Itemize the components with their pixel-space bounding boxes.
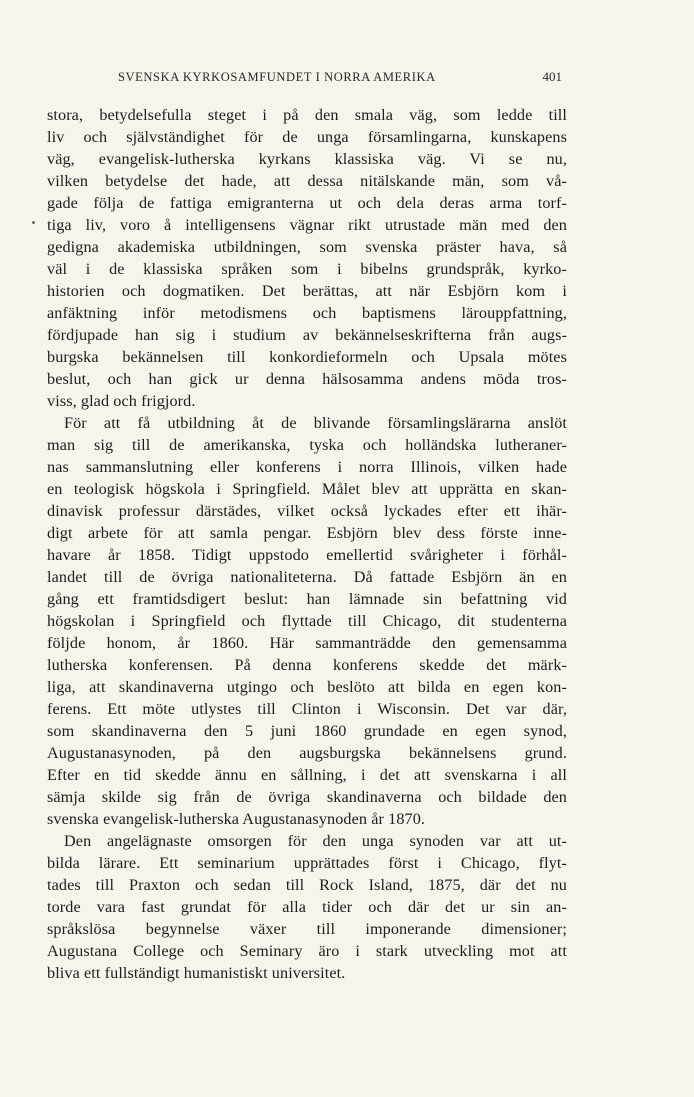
text-line: burgska bekännelsen till konkordieformeln och Upsala mötes [47, 348, 567, 366]
text-line: gade följa de fattiga emigranterna ut och dela deras arma torf- [47, 194, 567, 212]
text-line: gång ett framtidsdigert beslut: han lämnade sin befattning vid [47, 590, 567, 608]
text-line: vilken betydelse det hade, att dessa nitälskande män, som vå- [47, 172, 567, 190]
text-line: tades till Praxton och sedan till Rock Island, 1875, där det nu [47, 876, 567, 894]
text-line: anfäktning inför metodismens och baptismens lärouppfattning, [47, 304, 567, 322]
text-line: väg, evangelisk-lutherska kyrkans klassiska väg. Vi se nu, [47, 150, 567, 168]
text-line: som skandinaverna den 5 juni 1860 grundade en egen synod, [47, 722, 567, 740]
text-line: havare år 1858. Tidigt uppstodo emellertid svårigheter i förhål- [47, 546, 567, 564]
running-header: SVENSKA KYRKOSAMFUNDET I NORRA AMERIKA [118, 70, 436, 84]
text-line: Efter en tid skedde ännu en sållning, i det att svenskarna i all [47, 766, 567, 784]
text-line: en teologisk högskola i Springfield. Målet blev att upprätta en skan- [47, 480, 567, 498]
text-line: svenska evangelisk-lutherska Augustanasynoden år 1870. [47, 810, 426, 828]
text-line: tiga liv, voro å intelligensens vägnar rikt utrustade män med den [47, 216, 567, 234]
margin-mark [32, 221, 35, 224]
text-line: ferens. Ett möte utlystes till Clinton i Wisconsin. Det var där, [47, 700, 567, 718]
text-line: beslut, och han gick ur denna hälsosamma andens möda tros- [47, 370, 567, 388]
text-line: stora, betydelsefulla steget i på den smala väg, som ledde till [47, 106, 567, 124]
text-line: Augustana College och Seminary äro i stark utveckling mot att [47, 942, 567, 960]
text-line: torde vara fast grundat för alla tider och där det ur sin an- [47, 898, 567, 916]
text-line: följde honom, år 1860. Här sammanträdde den gemensamma [47, 634, 567, 652]
text-line: viss, glad och frigjord. [47, 392, 196, 410]
text-line: historien och dogmatiken. Det berättas, att när Esbjörn kom i [47, 282, 567, 300]
page-number: 401 [542, 69, 562, 84]
text-line: liv och självständighet för de unga församlingarna, kunskapens [47, 128, 567, 146]
text-line: Augustanasynoden, på den augsburgska bekännelsens grund. [47, 744, 567, 762]
text-line: nas sammanslutning eller konferens i norra Illinois, vilken hade [47, 458, 567, 476]
text-line: språkslösa begynnelse växer till imponerande dimensioner; [47, 920, 567, 938]
text-line: liga, att skandinaverna utgingo och beslöto att bilda en egen kon- [47, 678, 567, 696]
text-line: digt arbete för att samla pengar. Esbjörn blev dess förste inne- [47, 524, 567, 542]
text-line: väl i de klassiska språken som i bibelns grundspråk, kyrko- [47, 260, 567, 278]
text-line: bilda lärare. Ett seminarium upprättades först i Chicago, flyt- [47, 854, 567, 872]
text-line: sämja skilde sig från de övriga skandinaverna och bildade den [47, 788, 567, 806]
text-line: man sig till de amerikanska, tyska och holländska lutheraner- [47, 436, 567, 454]
text-line: lutherska konferensen. På denna konferens skedde det märk- [47, 656, 567, 674]
text-line: landet till de övriga nationaliteterna. Då fattade Esbjörn än en [47, 568, 567, 586]
text-line: gedigna akademiska utbildningen, som svenska präster hava, så [47, 238, 567, 256]
text-line: För att få utbildning åt de blivande församlingslärarna anslöt [64, 414, 567, 432]
body-text [47, 104, 567, 984]
text-line: fördjupade han sig i studium av bekännelseskrifterna från augs- [47, 326, 567, 344]
text-line: bliva ett fullständigt humanistiskt universitet. [47, 964, 346, 982]
text-line: Den angelägnaste omsorgen för den unga synoden var att ut- [64, 832, 567, 850]
text-line: högskolan i Springfield och flyttade till Chicago, dit studenterna [47, 612, 567, 630]
text-line: dinavisk professur därstädes, vilket också lyckades efter ett ihär- [47, 502, 567, 520]
